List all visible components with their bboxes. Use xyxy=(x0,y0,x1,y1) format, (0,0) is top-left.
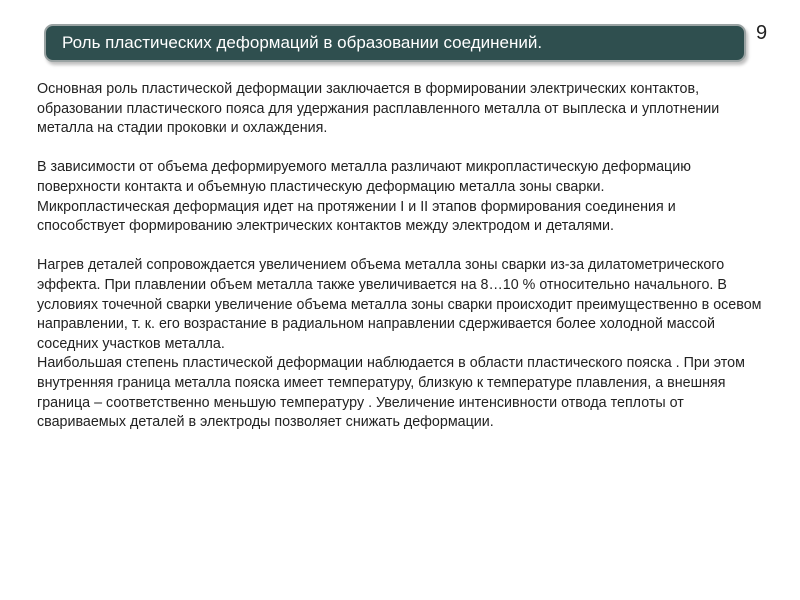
slide-title: Роль пластических деформаций в образовании соединений. xyxy=(62,33,543,52)
paragraph-deformation-types: В зависимости от объема деформируемого металла различают микропластическую деформацию поверхности контакта и объемную пластическую деформацию металла зоны сварки. xyxy=(37,159,691,195)
paragraph-main-role: Основная роль пластической деформации заключается в формировании электрических контактов, образовании пластического пояса для удержания расплавленного металла от выплеска и уплотнении металла на стадии проковки и охлаждения. xyxy=(37,81,720,137)
paragraph-heating: Нагрев деталей сопровождается увеличением объема металла зоны сварки из-за дилатометрического эффекта. При плавлении объем металла также увеличивается на 8…10 % относительно начального. В условиях точечной сварки увеличение объема металла зоны сварки происходит преимущественно в осевом направлении, т. к. его возрастание в радиальном направлении сдерживается более холодной массой соседних участков металла. xyxy=(37,257,762,352)
paragraph-plastic-belt: Наибольшая степень пластической деформации наблюдается в области пластического пояска . При этом внутренняя граница металла пояска имеет температуру, близкую к температуре плавления, а внешняя граница – соответственно меньшую температуру . Увеличение интенсивности отвода теплоты от свариваемых деталей в электроды позволяет снижать деформации. xyxy=(37,355,745,431)
paragraph-gap xyxy=(37,139,767,159)
slide-number: 9 xyxy=(756,22,768,44)
slide-title-bar xyxy=(44,24,746,62)
paragraph-microplastic: Микропластическая деформация идет на протяжении I и II этапов формирования соединения и способствует формированию электрических контактов между электродом и деталями. xyxy=(37,198,676,235)
slide-body xyxy=(37,80,767,433)
paragraph-gap xyxy=(37,237,767,257)
